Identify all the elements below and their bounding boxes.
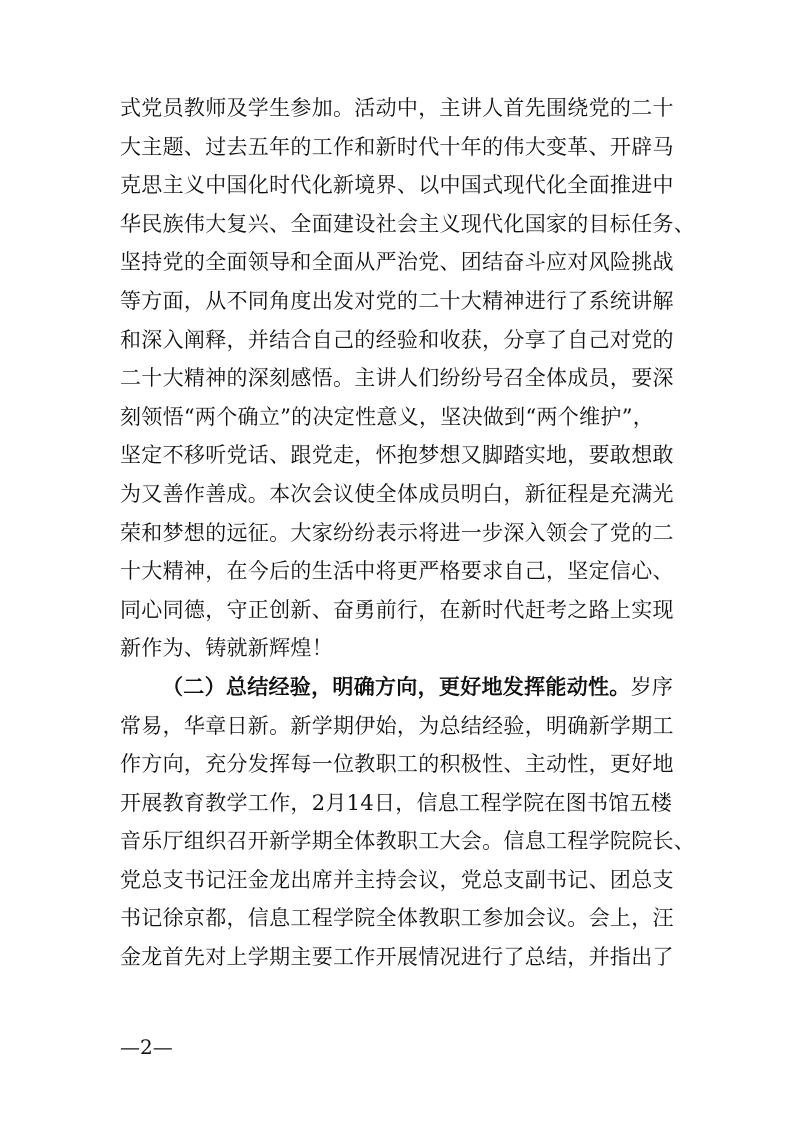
section-first-line-rest: 岁序 bbox=[630, 674, 674, 699]
paragraph-line: 同心同德，守正创新、奋勇前行，在新时代赶考之路上实现 bbox=[120, 597, 674, 622]
paragraph-line: 和深入阐释，并结合自己的经验和收获，分享了自己对党的 bbox=[120, 327, 674, 352]
paragraph-line: 作方向，充分发挥每一位教职工的积极性、主动性，更好地 bbox=[120, 752, 674, 777]
section-heading-line bbox=[120, 668, 680, 707]
paragraph-line: 为又善作善成。本次会议使全体成员明白，新征程是充满光 bbox=[120, 481, 674, 506]
paragraph-line: 常易，华章日新。新学期伊始，为总结经验，明确新学期工 bbox=[120, 713, 674, 738]
paragraph-line: 大主题、过去五年的工作和新时代十年的伟大变革、开辟马 bbox=[120, 134, 674, 159]
page-number: —2— bbox=[120, 1035, 173, 1059]
body-text bbox=[120, 89, 696, 977]
paragraph-line: 坚定不移听党话、跟党走，怀抱梦想又脚踏实地，要敢想敢 bbox=[120, 443, 674, 468]
paragraph-line: 等方面，从不同角度出发对党的二十大精神进行了系统讲解 bbox=[120, 288, 674, 313]
paragraph-line: 式党员教师及学生参加。活动中，主讲人首先围绕党的二十 bbox=[120, 96, 674, 120]
paragraph-line: 十大精神，在今后的生活中将更严格要求自己，坚定信心、 bbox=[120, 559, 674, 584]
paragraph-line: 二十大精神的深刻感悟。主讲人们纷纷号召全体成员，要深 bbox=[120, 366, 674, 391]
paragraph-line: 金龙首先对上学期主要工作开展情况进行了总结，并指出了 bbox=[120, 945, 674, 970]
paragraph-line: 坚持党的全面领导和全面从严治党、团结奋斗应对风险挑战 bbox=[120, 250, 674, 275]
paragraph-line: 刻领悟“两个确立”的决定性意义，坚决做到“两个维护”， bbox=[120, 404, 655, 429]
paragraph-line: 开展教育教学工作，2月14日，信息工程学院在图书馆五楼 bbox=[120, 790, 673, 815]
paragraph-line: 新作为、铸就新辉煌！ bbox=[120, 636, 333, 661]
paragraph-line: 书记徐京都，信息工程学院全体教职工参加会议。会上，汪 bbox=[120, 906, 674, 931]
paragraph-line: 克思主义中国化时代化新境界、以中国式现代化全面推进中 bbox=[120, 173, 674, 198]
paragraph-line: 音乐厅组织召开新学期全体教职工大会。信息工程学院院长、 bbox=[120, 829, 696, 854]
paragraph-line: 党总支书记汪金龙出席并主持会议，党总支副书记、团总支 bbox=[120, 867, 674, 892]
paragraph-line: 荣和梦想的远征。大家纷纷表示将进一步深入领会了党的二 bbox=[120, 520, 674, 545]
section-heading: （二）总结经验，明确方向，更好地发挥能动性。 bbox=[162, 673, 631, 699]
paragraph-line: 华民族伟大复兴、全面建设社会主义现代化国家的目标任务、 bbox=[120, 211, 696, 236]
